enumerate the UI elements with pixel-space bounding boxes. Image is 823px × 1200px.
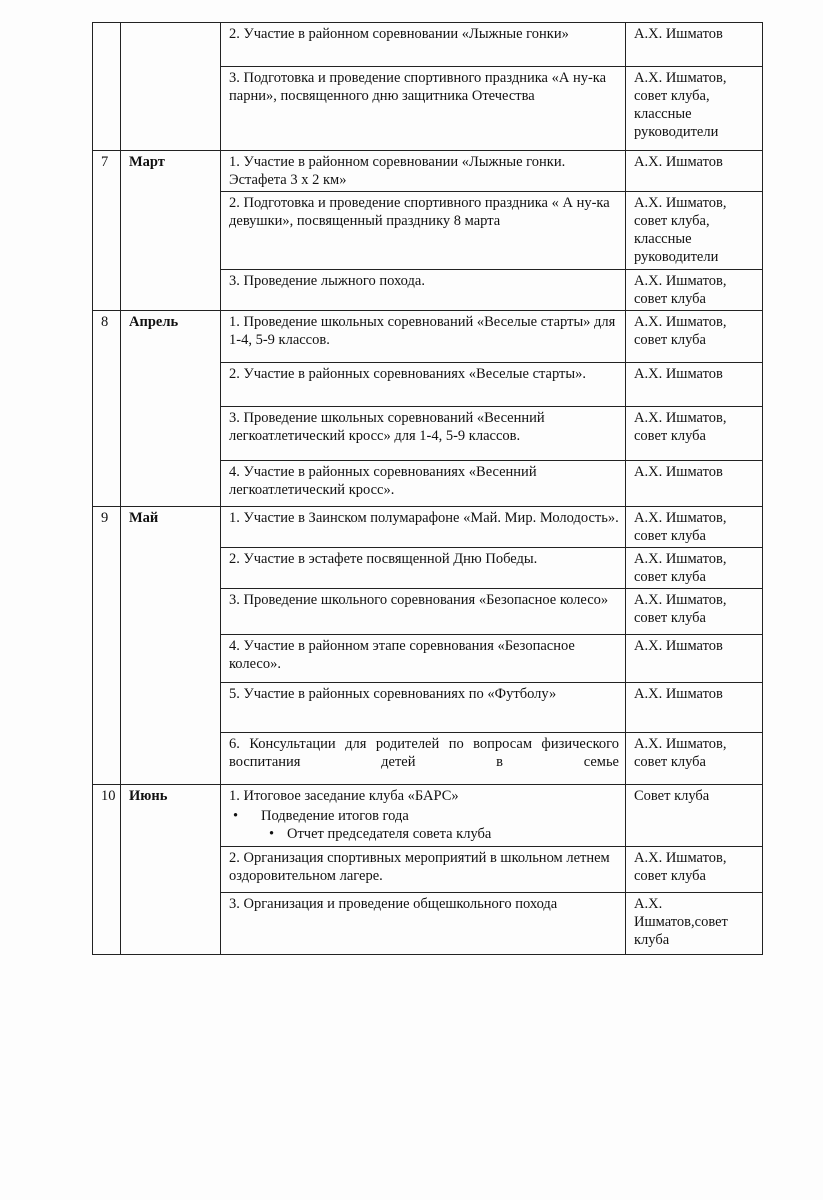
responsible-cell: А.Х. Ишматов: [626, 683, 763, 733]
table-row: [93, 151, 763, 192]
event-cell: 2. Участие в эстафете посвященной Дню Победы.: [221, 548, 626, 589]
event-cell: 2. Участие в районном соревновании «Лыжные гонки»: [221, 23, 626, 67]
event-cell: 2. Организация спортивных мероприятий в школьном летнем оздоровительном лагере.: [221, 847, 626, 893]
responsible-cell: А.Х. Ишматов, совет клуба, классные руководители: [626, 67, 763, 151]
event-cell: [221, 785, 626, 847]
responsible-cell: А.Х. Ишматов, совет клуба: [626, 589, 763, 635]
table-row: [93, 311, 763, 363]
event-cell: 3. Проведение лыжного похода.: [221, 270, 626, 311]
event-cell: 1. Участие в районном соревновании «Лыжные гонки. Эстафета 3 х 2 км»: [221, 151, 626, 192]
month-label: Март: [121, 151, 221, 311]
nested-bullet-list: [261, 825, 619, 843]
responsible-cell: Совет клуба: [626, 785, 763, 847]
responsible-cell: А.Х. Ишматов: [626, 23, 763, 67]
list-item: [261, 807, 619, 843]
event-cell: 6. Консультации для родителей по вопросам физического воспитания детей в семье: [221, 733, 626, 785]
table-row: [93, 785, 763, 847]
month-label: Май: [121, 507, 221, 785]
event-cell: 1. Проведение школьных соревнований «Веселые старты» для 1-4, 5-9 классов.: [221, 311, 626, 363]
row-number: 9: [93, 507, 121, 785]
bullet-list: [229, 807, 619, 843]
responsible-cell: А.Х. Ишматов, совет клуба: [626, 407, 763, 461]
num-cell: [93, 23, 121, 151]
event-cell: 1. Участие в Заинском полумарафоне «Май. Мир. Молодость».: [221, 507, 626, 548]
table-row: [93, 23, 763, 67]
responsible-cell: А.Х. Ишматов: [626, 635, 763, 683]
event-title: 1. Итоговое заседание клуба «БАРС»: [229, 788, 459, 804]
responsible-cell: А.Х. Ишматов, совет клуба, классные руководители: [626, 192, 763, 270]
event-cell: 2. Участие в районных соревнованиях «Веселые старты».: [221, 363, 626, 407]
row-number: 8: [93, 311, 121, 507]
responsible-cell: А.Х. Ишматов,совет клуба: [626, 893, 763, 955]
responsible-cell: А.Х. Ишматов: [626, 151, 763, 192]
responsible-cell: А.Х. Ишматов, совет клуба: [626, 311, 763, 363]
event-cell: 2. Подготовка и проведение спортивного праздника « А ну-ка девушки», посвященный празднику 8 марта: [221, 192, 626, 270]
responsible-cell: А.Х. Ишматов, совет клуба: [626, 507, 763, 548]
responsible-cell: А.Х. Ишматов, совет клуба: [626, 733, 763, 785]
responsible-cell: А.Х. Ишматов: [626, 363, 763, 407]
row-number: 10: [93, 785, 121, 955]
responsible-cell: А.Х. Ишматов, совет клуба: [626, 270, 763, 311]
bullet-text: Подведение итогов года: [261, 808, 409, 824]
events-plan-table: [92, 22, 763, 955]
table-row: [93, 507, 763, 548]
row-number: 7: [93, 151, 121, 311]
responsible-cell: А.Х. Ишматов: [626, 461, 763, 507]
month-label: Апрель: [121, 311, 221, 507]
event-cell: 5. Участие в районных соревнованиях по «Футболу»: [221, 683, 626, 733]
list-item: • Отчет председателя совета клуба: [287, 825, 619, 843]
event-cell: 3. Проведение школьных соревнований «Весенний легкоатлетический кросс» для 1-4, 5-9 классов.: [221, 407, 626, 461]
responsible-cell: А.Х. Ишматов, совет клуба: [626, 847, 763, 893]
event-cell: 4. Участие в районном этапе соревнования «Безопасное колесо».: [221, 635, 626, 683]
event-cell: 4. Участие в районных соревнованиях «Весенний легкоатлетический кросс».: [221, 461, 626, 507]
month-label: Июнь: [121, 785, 221, 955]
event-cell: 3. Организация и проведение общешкольного похода: [221, 893, 626, 955]
responsible-cell: А.Х. Ишматов, совет клуба: [626, 548, 763, 589]
event-cell: 3. Проведение школьного соревнования «Безопасное колесо»: [221, 589, 626, 635]
event-cell: 3. Подготовка и проведение спортивного праздника «А ну-ка парни», посвященного дню защитника Отечества: [221, 67, 626, 151]
month-cell: [121, 23, 221, 151]
